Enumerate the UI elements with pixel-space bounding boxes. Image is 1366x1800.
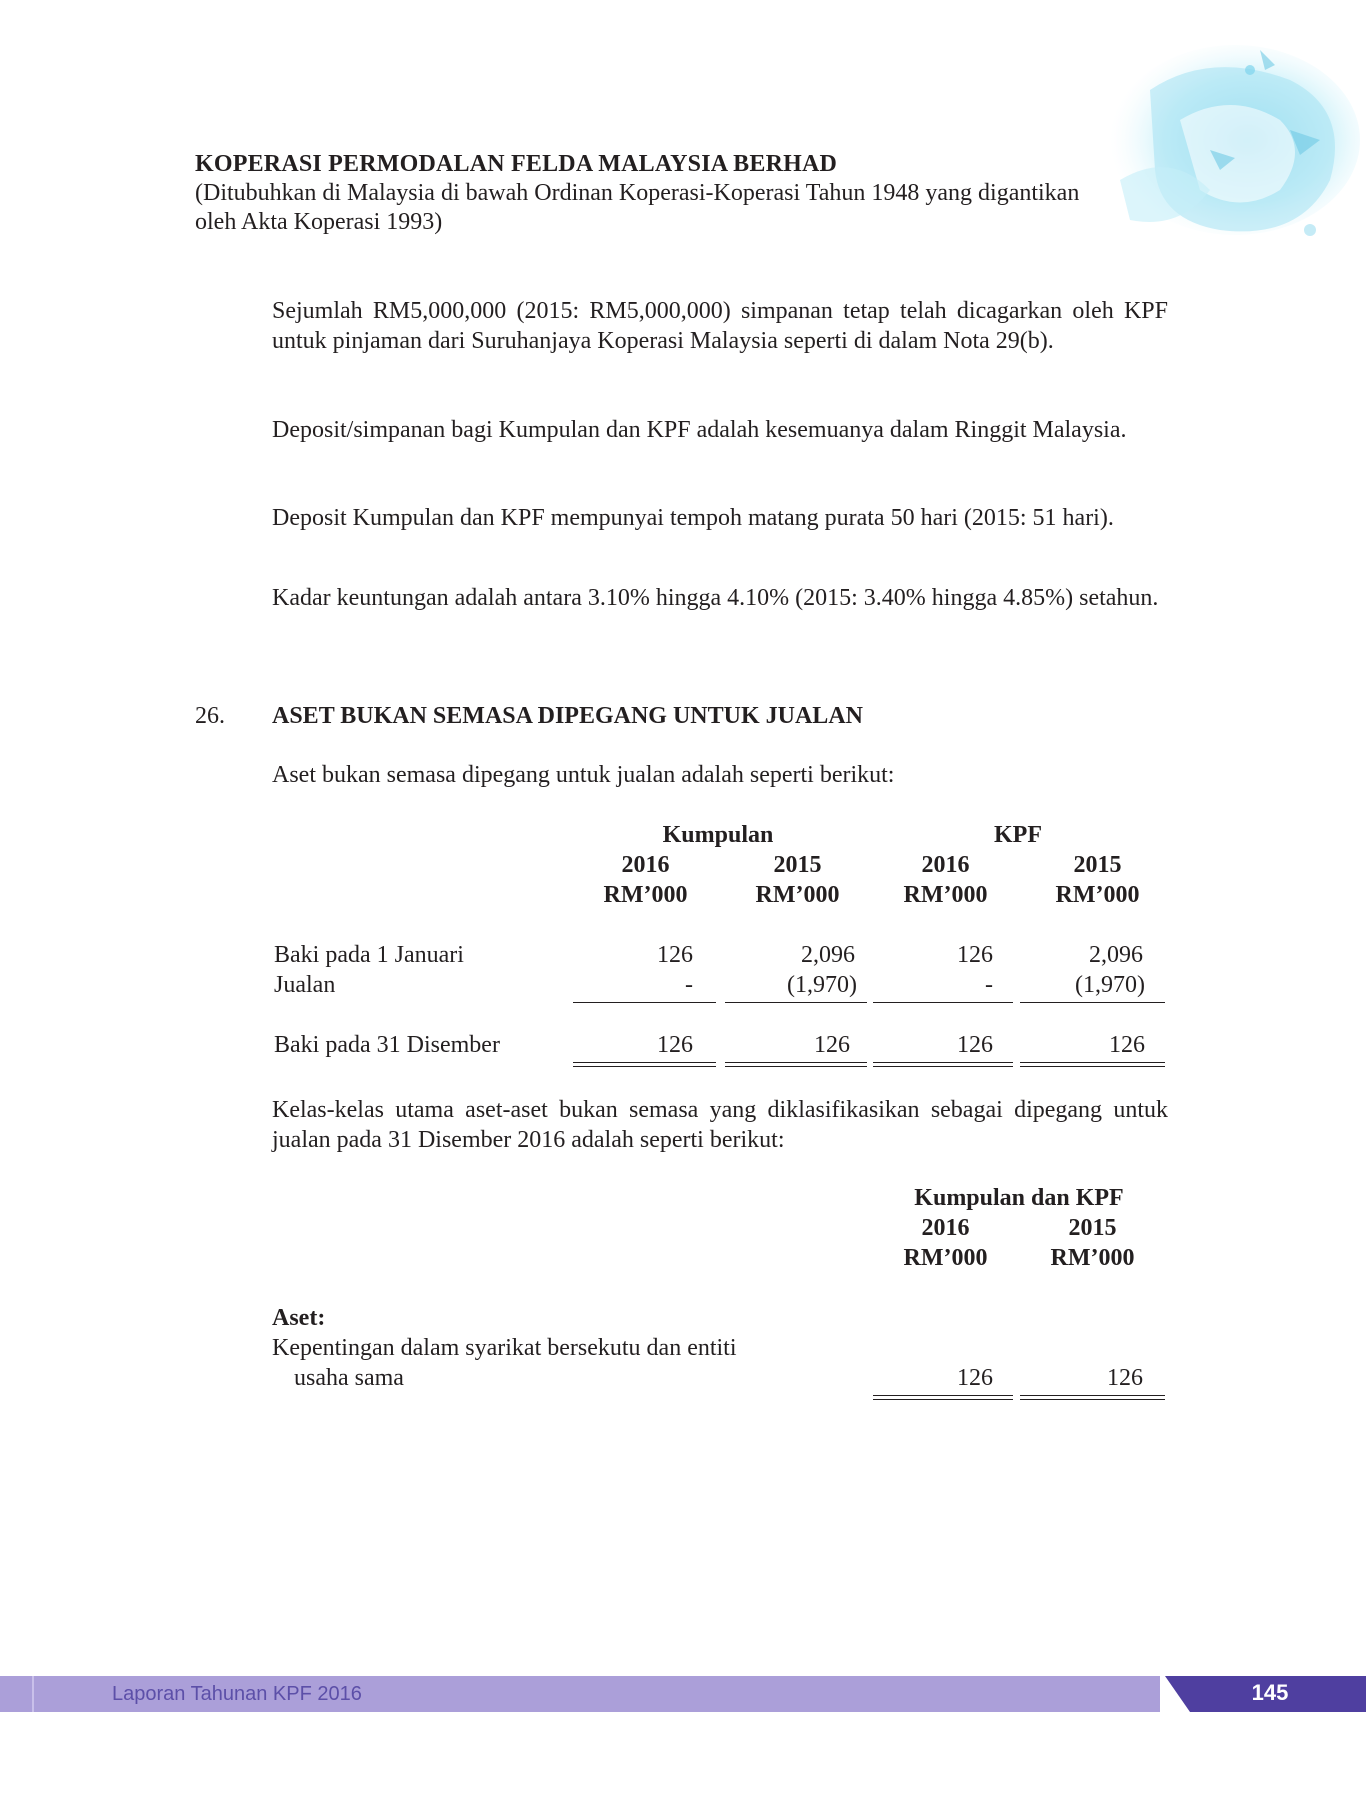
- table1-total-cell: 126: [814, 1032, 850, 1058]
- paragraph-profit-rate: Kadar keuntungan adalah antara 3.10% hingga 4.10% (2015: 3.40% hingga 4.85%) setahun.: [272, 585, 1159, 611]
- footer-report-title: Laporan Tahunan KPF 2016: [112, 1683, 362, 1705]
- table1-cell: -: [985, 972, 993, 998]
- table1-group-kumpulan: Kumpulan: [662, 822, 774, 848]
- table2-heading: Aset:: [272, 1305, 326, 1331]
- table2-year-2: 2015: [1068, 1215, 1117, 1241]
- table1-cell: (1,970): [1075, 972, 1145, 998]
- section-intro: Aset bukan semasa dipegang untuk jualan adalah seperti berikut:: [272, 762, 895, 788]
- table1-row-label: Jualan: [274, 972, 336, 998]
- paragraph-asset-classes: Kelas-kelas utama aset-aset bukan semasa yang diklasifikasikan sebagai dipegang untuk jualan pada 31 Disember 2016 adalah seperti berikut:: [272, 1097, 1168, 1153]
- table1-subtotal-rule: [1020, 1002, 1165, 1003]
- header-subtitle-line-2: oleh Akta Koperasi 1993): [195, 209, 443, 235]
- table1-unit-1: RM’000: [603, 882, 688, 908]
- table1-total-double-rule: [873, 1062, 1013, 1067]
- table2-total-double-rule: [1020, 1395, 1165, 1400]
- table1-total-cell: 126: [957, 1032, 993, 1058]
- table1-cell: (1,970): [787, 972, 857, 998]
- paragraph-maturity: Deposit Kumpulan dan KPF mempunyai tempoh matang purata 50 hari (2015: 51 hari).: [272, 505, 1114, 531]
- table1-total-double-rule: [573, 1062, 716, 1067]
- section-title: ASET BUKAN SEMASA DIPEGANG UNTUK JUALAN: [272, 703, 863, 729]
- section-number: 26.: [195, 703, 225, 729]
- table1-cell: 126: [657, 942, 693, 968]
- table1-cell: 2,096: [801, 942, 855, 968]
- table1-subtotal-rule: [873, 1002, 1013, 1003]
- table2-year-1: 2016: [921, 1215, 970, 1241]
- table1-subtotal-rule: [573, 1002, 716, 1003]
- organization-name: KOPERASI PERMODALAN FELDA MALAYSIA BERHAD: [195, 151, 838, 177]
- paragraph-fixed-deposit-pledge: Sejumlah RM5,000,000 (2015: RM5,000,000) simpanan tetap telah dicagarkan oleh KPF untuk pinjaman dari Suruhanjaya Koperasi Malaysia seperti di dalam Nota 29(b).: [272, 298, 1168, 354]
- table1-subtotal-rule: [725, 1002, 867, 1003]
- page-number: 145: [1251, 1680, 1289, 1705]
- table1-group-kpf: KPF: [994, 822, 1042, 848]
- table1-total-double-rule: [1020, 1062, 1165, 1067]
- table1-cell: 2,096: [1089, 942, 1143, 968]
- table1-year-1: 2016: [621, 852, 670, 878]
- table1-cell: -: [685, 972, 693, 998]
- table1-total-label: Baki pada 31 Disember: [274, 1032, 500, 1058]
- header-subtitle-line-1: (Ditubuhkan di Malaysia di bawah Ordinan Koperasi-Koperasi Tahun 1948 yang digantikan: [195, 180, 1080, 206]
- table2-row-label-line-2: usaha sama: [294, 1365, 404, 1391]
- table1-cell: 126: [957, 942, 993, 968]
- table1-unit-2: RM’000: [755, 882, 840, 908]
- table1-year-2: 2015: [773, 852, 822, 878]
- document-header: [195, 150, 1170, 237]
- table1-total-double-rule: [725, 1062, 867, 1067]
- table1-unit-4: RM’000: [1055, 882, 1140, 908]
- paragraph-currency: Deposit/simpanan bagi Kumpulan dan KPF adalah kesemuanya dalam Ringgit Malaysia.: [272, 417, 1127, 443]
- table1-total-cell: 126: [1109, 1032, 1145, 1058]
- table1-row-label: Baki pada 1 Januari: [274, 942, 464, 968]
- table2-unit-1: RM’000: [903, 1245, 988, 1271]
- table2-group: Kumpulan dan KPF: [914, 1185, 1124, 1211]
- table1-year-3: 2016: [921, 852, 970, 878]
- table2-unit-2: RM’000: [1050, 1245, 1135, 1271]
- table2-total-double-rule: [873, 1395, 1013, 1400]
- table2-row-label-line-1: Kepentingan dalam syarikat bersekutu dan entiti: [272, 1335, 737, 1361]
- table1-total-cell: 126: [657, 1032, 693, 1058]
- table2-cell: 126: [1107, 1365, 1143, 1391]
- table2-cell: 126: [957, 1365, 993, 1391]
- table1-year-4: 2015: [1073, 852, 1122, 878]
- table1-unit-3: RM’000: [903, 882, 988, 908]
